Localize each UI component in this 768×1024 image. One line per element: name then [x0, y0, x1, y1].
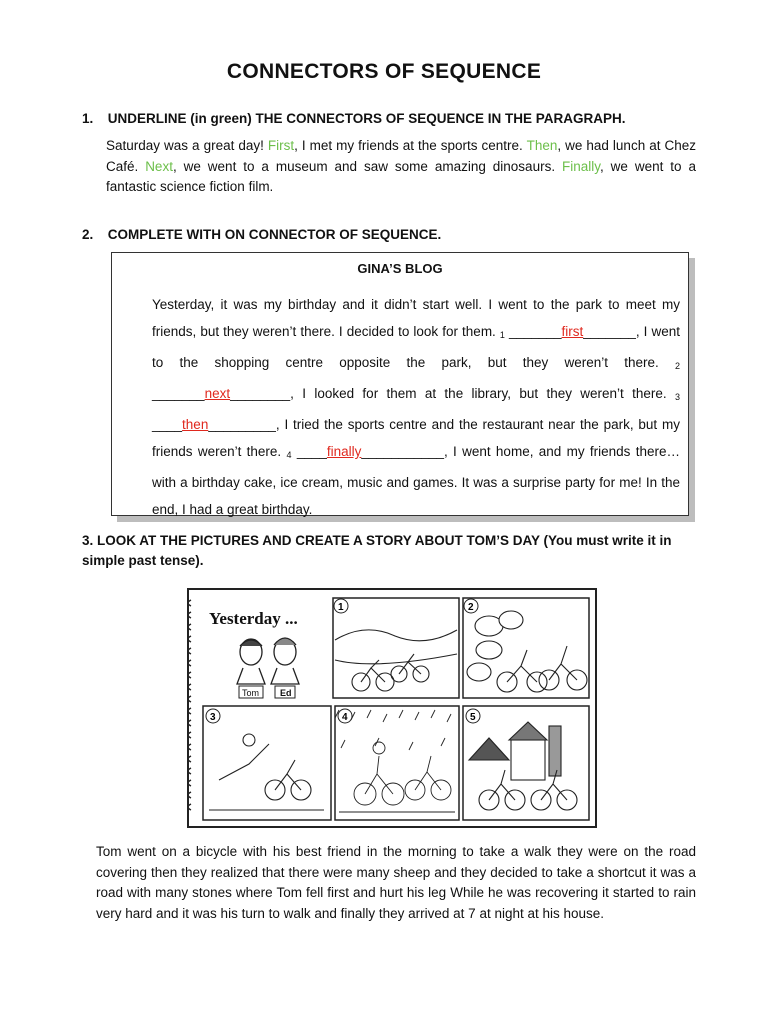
tom-face	[237, 639, 265, 684]
blog-title: GINA’S BLOG	[357, 261, 443, 276]
q1-text-2: , I met my friends at the sports centre.	[294, 138, 527, 153]
answer-2: next	[204, 386, 231, 401]
comic-illustration	[189, 590, 595, 826]
comic-strip	[187, 588, 597, 828]
gap-1-line-pre: _______	[508, 324, 562, 339]
q1-connector-3: Next	[145, 158, 173, 174]
spiral-binding	[189, 600, 191, 810]
panel-badge-4	[338, 709, 352, 723]
panel-badge-1	[334, 599, 348, 613]
panel-badge-3	[206, 709, 220, 723]
q2-number: 2.	[82, 227, 94, 242]
answer-1: first	[561, 324, 584, 339]
blog-text-5: , I went home, and my friends there… with a birthday cake, ice cream, music and games. It was a surprise party for me! In the end, I had a great birthday.	[152, 444, 680, 517]
gap-3-line-pre: ____	[152, 417, 183, 432]
q1-text-1: Saturday was a great day!	[106, 138, 268, 153]
panel-number-5: 5	[470, 712, 476, 723]
comic-label-tom: Tom	[242, 688, 260, 698]
gap-number-3: 3	[674, 392, 680, 402]
q3-heading: 3. LOOK AT THE PICTURES AND CREATE A STORY ABOUT TOM’S DAY (You must write it in simple past tense).	[82, 533, 672, 568]
gap-number-2: 2	[674, 361, 680, 371]
gap-2-line-post: ________	[230, 386, 291, 401]
panel-number-4: 4	[342, 712, 348, 723]
q1-connector-1: First	[267, 138, 295, 153]
q1-connector-2: Then	[526, 138, 558, 153]
gap-number-4: 4	[286, 450, 292, 460]
gap-3[interactable]	[152, 417, 276, 432]
answer-3: then	[182, 417, 209, 432]
ed-face	[271, 638, 299, 684]
q1-heading: UNDERLINE (in green) THE CONNECTORS OF SEQUENCE IN THE PARAGRAPH.	[107, 111, 626, 126]
comic-label-ed: Ed	[280, 688, 292, 698]
comic-yesterday-label: Yesterday ...	[209, 609, 298, 628]
q1-text-3: , we had lunch at Chez Café.	[106, 138, 696, 174]
page-title: CONNECTORS OF SEQUENCE	[226, 60, 542, 83]
gap-4-line-pre: ____	[296, 444, 327, 459]
gap-4-line-post: ___________	[361, 444, 444, 459]
blog-text	[152, 291, 680, 523]
gap-1-line-post: _______	[583, 324, 636, 339]
gap-2[interactable]	[152, 386, 290, 401]
blog-text-2: , I went to the shopping centre opposite the park, but they weren’t there.	[152, 324, 680, 370]
gap-1[interactable]	[509, 324, 636, 339]
story-answer[interactable]: Tom went on a bicycle with his best friend in the morning to take a walk they were on the road covering then they realized that there were many sheep and they decided to take a shortcut it was a road with many stones where Tom fell first and hurt his leg While he was recovering it started to rain very hard and it was his turn to walk and finally they arrived at 7 at night at his house.	[96, 844, 696, 921]
gap-3-line-post: _________	[208, 417, 276, 432]
q1-connector-4: Finally	[562, 158, 601, 174]
blog-text-3: , I looked for them at the library, but they weren’t there.	[290, 386, 675, 401]
comic-panel-4	[335, 706, 459, 820]
q2-heading: COMPLETE WITH ON CONNECTOR OF SEQUENCE.	[107, 227, 442, 242]
comic-panel-3	[203, 706, 331, 820]
answer-4: finally	[326, 444, 362, 459]
gap-2-line-pre: _______	[152, 386, 205, 401]
blog-box	[111, 252, 689, 516]
panel-number-3: 3	[210, 712, 216, 723]
gap-4[interactable]	[297, 444, 444, 459]
panel-number-1: 1	[338, 602, 344, 613]
q1-heading-row	[82, 111, 626, 126]
blog-text-1: Yesterday, it was my birthday and it didn’t start well. I went to the park to meet my friends, but they weren’t there. I decided to look for them.	[152, 297, 680, 339]
panel-badge-2	[464, 599, 478, 613]
panel-badge-5	[466, 709, 480, 723]
panel-number-2: 2	[468, 602, 474, 613]
q2-heading-row	[82, 227, 441, 242]
gap-number-1: 1	[499, 330, 505, 340]
blog-text-4: , I tried the sports centre and the restaurant near the park, but my friends weren’t there.	[152, 417, 680, 459]
q1-text-4: , we went to a museum and saw some amazing dinosaurs.	[172, 158, 562, 174]
q1-text-5: , we went to a fantastic science fiction film.	[106, 158, 696, 194]
q1-paragraph	[106, 136, 696, 198]
q1-number: 1.	[82, 111, 94, 126]
